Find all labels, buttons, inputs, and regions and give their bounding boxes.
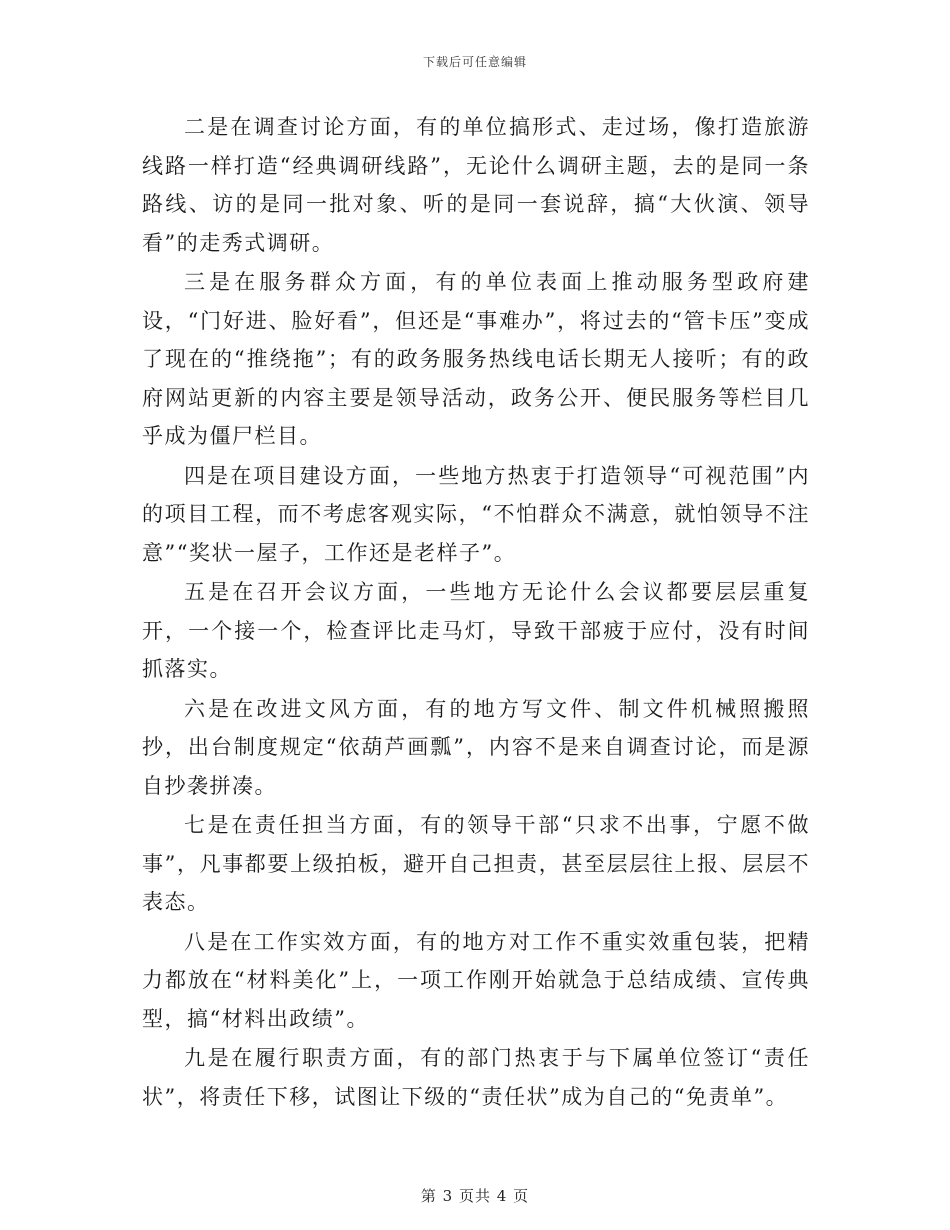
paragraph-9: 九是在履行职责方面，有的部门热衷于与下属单位签订“责任状”，将责任下移，试图让下级的“责任状”成为自己的“免责单”。 — [142, 1046, 810, 1109]
page-footer: 第 3 页共 4 页 — [420, 1187, 530, 1205]
paragraph-2: 二是在调查讨论方面，有的单位搞形式、走过场，像打造旅游线路一样打造“经典调研线路”，无论什么调研主题，去的是同一条路线、访的是同一批对象、听的是同一套说辞，搞“大伙演、领导看”的走秀式调研。 — [142, 115, 810, 255]
paragraph-8: 八是在工作实效方面，有的地方对工作不重实效重包装，把精力都放在“材料美化”上，一项工作刚开始就急于总结成绩、宣传典型，搞“材料出政绩”。 — [142, 929, 810, 1031]
page-header: 下载后可任意编辑 — [422, 55, 527, 69]
paragraph-4: 四是在项目建设方面，一些地方热衷于打造领导“可视范围”内的项目工程，而不考虑客观实际，“不怕群众不满意，就怕领导不注意”“奖状一屋子，工作还是老样子”。 — [142, 463, 810, 565]
paragraph-3: 三是在服务群众方面，有的单位表面上推动服务型政府建设，“门好进、脸好看”，但还是“事难办”，将过去的“管卡压”变成了现在的“推绕拖”；有的政务服务热线电话长期无人接听；有的政府网站更新的内容主要是领导活动，政务公开、便民服务等栏目几乎成为僵尸栏目。 — [142, 270, 810, 448]
paragraph-7: 七是在责任担当方面，有的领导干部“只求不出事，宁愿不做事”，凡事都要上级拍板，避开自己担责，甚至层层往上报、层层不表态。 — [142, 813, 810, 914]
paragraph-6: 六是在改进文风方面，有的地方写文件、制文件机械照搬照抄，出台制度规定“依葫芦画瓢”，内容不是来自调查讨论，而是源自抄袭拼凑。 — [142, 696, 810, 798]
paragraph-5: 五是在召开会议方面，一些地方无论什么会议都要层层重复开，一个接一个，检查评比走马灯，导致干部疲于应付，没有时间抓落实。 — [142, 580, 810, 681]
document-body — [142, 108, 810, 1117]
